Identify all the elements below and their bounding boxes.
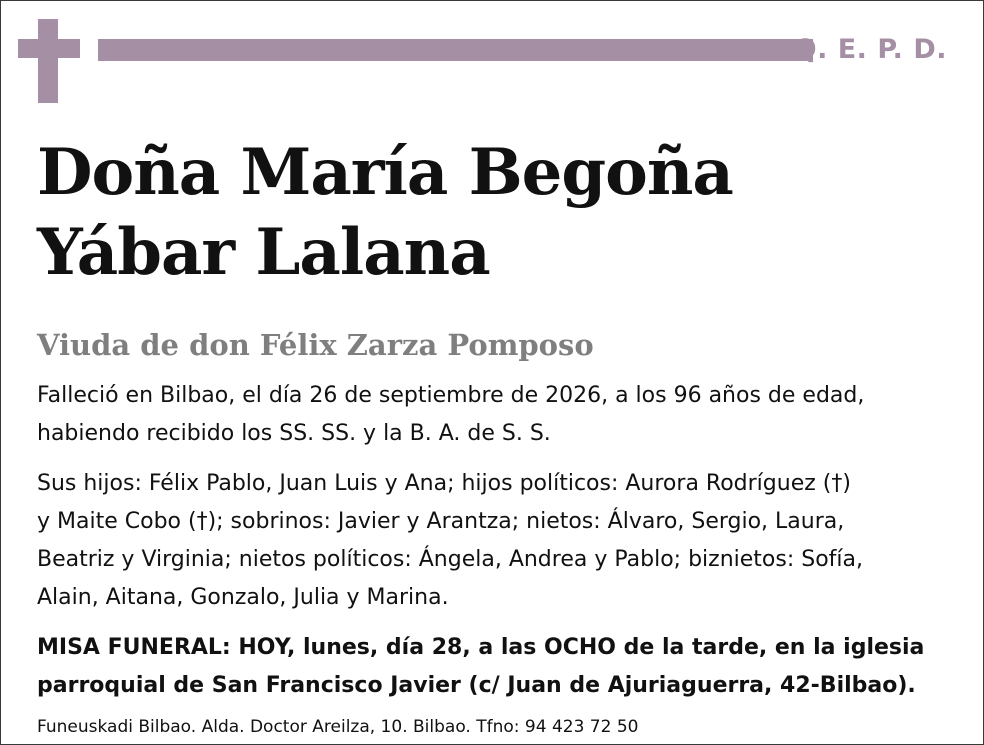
family-line-2: y Maite Cobo (†); sobrinos: Javier y Arantza; nietos: Álvaro, Sergio, Laura,	[37, 509, 845, 534]
cross-vertical-bar	[38, 19, 58, 103]
header-rule	[98, 39, 813, 61]
death-line-2: habiendo recibido los SS. SS. y la B. A. de S. S.	[37, 421, 551, 446]
family-line-1: Sus hijos: Félix Pablo, Juan Luis y Ana; hijos políticos: Aurora Rodríguez (†)	[37, 471, 851, 496]
death-line-1: Falleció en Bilbao, el día 26 de septiembre de 2026, a los 96 años de edad,	[37, 383, 865, 408]
widow-of-line: Viuda de don Félix Zarza Pomposo	[37, 328, 594, 362]
deceased-name-line-1: Doña María Begoña	[37, 135, 733, 210]
cross-horizontal-bar	[18, 39, 80, 58]
mass-line-1: MISA FUNERAL: HOY, lunes, día 28, a las OCHO de la tarde, en la iglesia	[37, 635, 925, 660]
funeral-home-footer: Funeuskadi Bilbao. Alda. Doctor Areilza, 10. Bilbao. Tfno: 94 423 72 50	[37, 717, 639, 737]
death-paragraph	[37, 377, 947, 453]
deceased-name-line-2: Yábar Lalana	[37, 215, 490, 290]
qepd-label: Q. E. P. D.	[793, 34, 947, 65]
family-paragraph	[37, 465, 947, 617]
deceased-name	[37, 133, 733, 293]
mass-line-2: parroquial de San Francisco Javier (c/ Juan de Ajuriaguerra, 42-Bilbao).	[37, 673, 916, 698]
family-line-3: Beatriz y Virginia; nietos políticos: Ángela, Andrea y Pablo; biznietos: Sofía,	[37, 547, 863, 572]
latin-cross-icon	[18, 19, 80, 103]
funeral-mass-paragraph	[37, 629, 924, 705]
family-line-4: Alain, Aitana, Gonzalo, Julia y Marina.	[37, 585, 449, 610]
